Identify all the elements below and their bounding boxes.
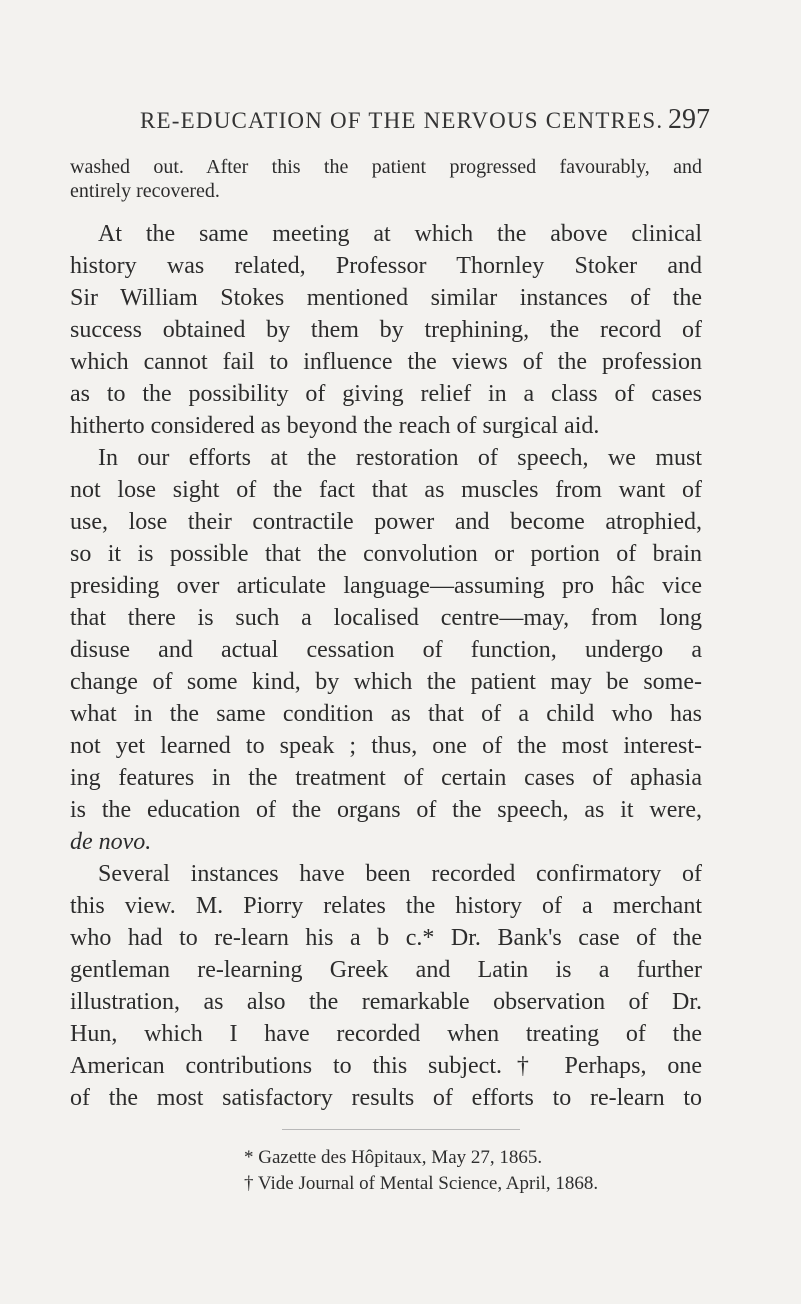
body-line-4: history was related, Professor Thornley Stoker and (70, 253, 702, 279)
body-line-8: as to the possibility of giving relief in a class of cases (70, 381, 702, 407)
page-number: 297 (668, 104, 710, 135)
body-line-7: which cannot fail to influence the views of the profession (70, 349, 702, 375)
chapter-title: RE-EDUCATION OF THE NERVOUS CENTRES. (140, 108, 664, 133)
body-line-30: of the most satisfactory results of efforts to re-learn to (70, 1085, 702, 1111)
body-line-2: entirely recovered. (70, 180, 220, 202)
footnote-2: † Vide Journal of Mental Science, April, 1868. (244, 1173, 599, 1194)
body-line-16: disuse and actual cessation of function, undergo a (70, 637, 702, 663)
body-line-3: At the same meeting at which the above clinical (98, 221, 702, 247)
body-line-11: not lose sight of the fact that as muscles from want of (70, 477, 702, 503)
body-line-22: de novo. (70, 829, 152, 855)
body-line-19: not yet learned to speak ; thus, one of the most interest- (70, 733, 702, 759)
body-line-27: illustration, as also the remarkable observation of Dr. (70, 989, 702, 1015)
body-line-26: gentleman re-learning Greek and Latin is a further (70, 957, 702, 983)
body-line-12: use, lose their contractile power and become atrophied, (70, 509, 702, 535)
body-line-14-text: presiding over articulate language—assuming pro hâc vice (70, 573, 702, 599)
body-line-17: change of some kind, by which the patient may be some- (70, 669, 702, 695)
body-line-5: Sir William Stokes mentioned similar instances of the (70, 285, 702, 311)
body-line-14 (70, 571, 702, 601)
body-line-13: so it is possible that the convolution or portion of brain (70, 541, 702, 567)
footnote-divider (282, 1129, 520, 1130)
body-line-28: Hun, which I have recorded when treating of the (70, 1021, 702, 1047)
body-line-9: hitherto considered as beyond the reach of surgical aid. (70, 413, 600, 439)
body-line-24: this view. M. Piorry relates the history of a merchant (70, 893, 702, 919)
running-header (140, 104, 710, 136)
body-line-1: washed out. After this the patient progressed favourably, and (70, 156, 702, 178)
body-line-10: In our efforts at the restoration of speech, we must (98, 445, 702, 471)
body-line-21: is the education of the organs of the speech, as it were, (70, 797, 702, 823)
body-line-23: Several instances have been recorded confirmatory of (98, 861, 702, 887)
body-line-29: American contributions to this subject.† Perhaps, one (70, 1053, 702, 1079)
footnote-1: * Gazette des Hôpitaux, May 27, 1865. (244, 1147, 543, 1168)
body-line-20: ing features in the treatment of certain cases of aphasia (70, 765, 702, 791)
body-line-25: who had to re-learn his a b c.* Dr. Bank's case of the (70, 925, 702, 951)
body-line-15: that there is such a localised centre—may, from long (70, 605, 702, 631)
body-line-18: what in the same condition as that of a child who has (70, 701, 702, 727)
body-line-6: success obtained by them by trephining, the record of (70, 317, 702, 343)
